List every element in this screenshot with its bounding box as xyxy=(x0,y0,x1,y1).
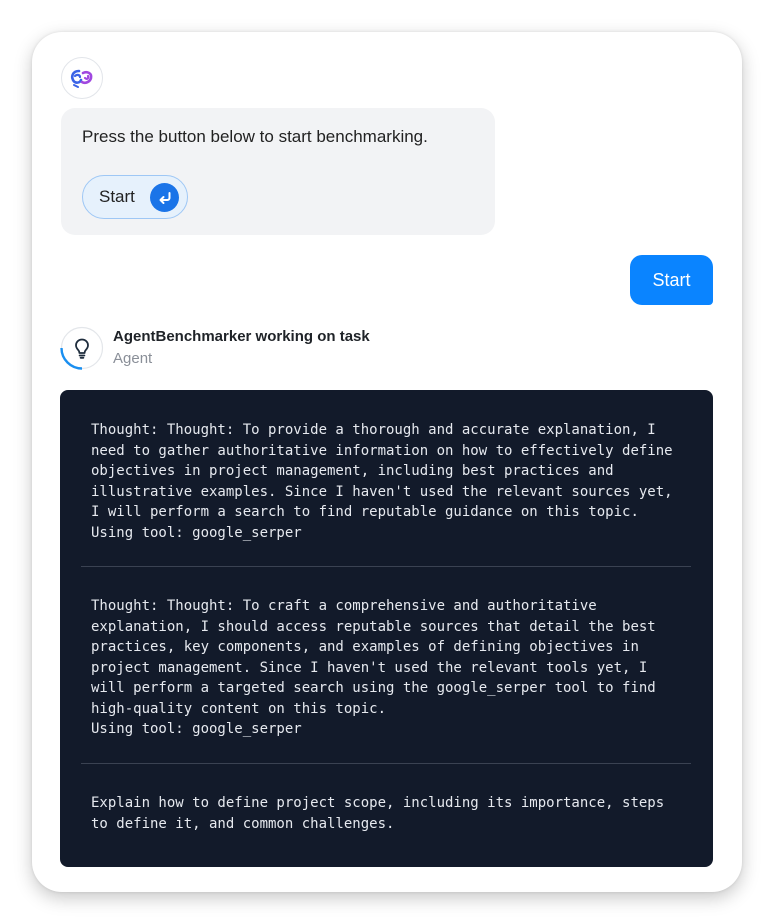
agent-log-panel xyxy=(60,390,713,867)
chat-card xyxy=(32,32,742,892)
log-entry: Explain how to define project scope, including its importance, steps to define it, and common challenges. xyxy=(91,795,665,832)
agent-name: AgentBenchmarker working on task xyxy=(113,328,370,345)
enter-arrow-icon xyxy=(150,183,179,212)
agent-avatar xyxy=(60,326,104,370)
log-entry: Thought: Thought: To provide a thorough and accurate explanation, I need to gather authoritative information on how to effectively define objectives in project management, including best practices and illustrative examples. Since I haven't used the relevant sources yet, I will perform a search to find reputable guidance on this topic. Using tool: google_serper xyxy=(91,422,673,541)
bot-message-text: Press the button below to start benchmarking. xyxy=(82,127,428,146)
agent-role: Agent xyxy=(113,350,153,367)
log-divider xyxy=(81,566,691,567)
log-divider xyxy=(81,763,691,764)
bot-message-bubble xyxy=(61,108,495,235)
start-button-label: Start xyxy=(99,187,135,206)
bot-avatar xyxy=(61,57,103,99)
start-button[interactable] xyxy=(82,175,188,219)
user-message-bubble: Start xyxy=(630,255,713,305)
log-entry: Thought: Thought: To craft a comprehensive and authoritative explanation, I should access reputable sources that detail the best practices, key components, and examples of defining objectives in project management. Since I haven't used the relevant tools yet, I will perform a targeted search using the google_serper tool to find high-quality content on this topic. Using tool: google_serper xyxy=(91,598,656,737)
crew-logo-icon xyxy=(69,67,95,89)
